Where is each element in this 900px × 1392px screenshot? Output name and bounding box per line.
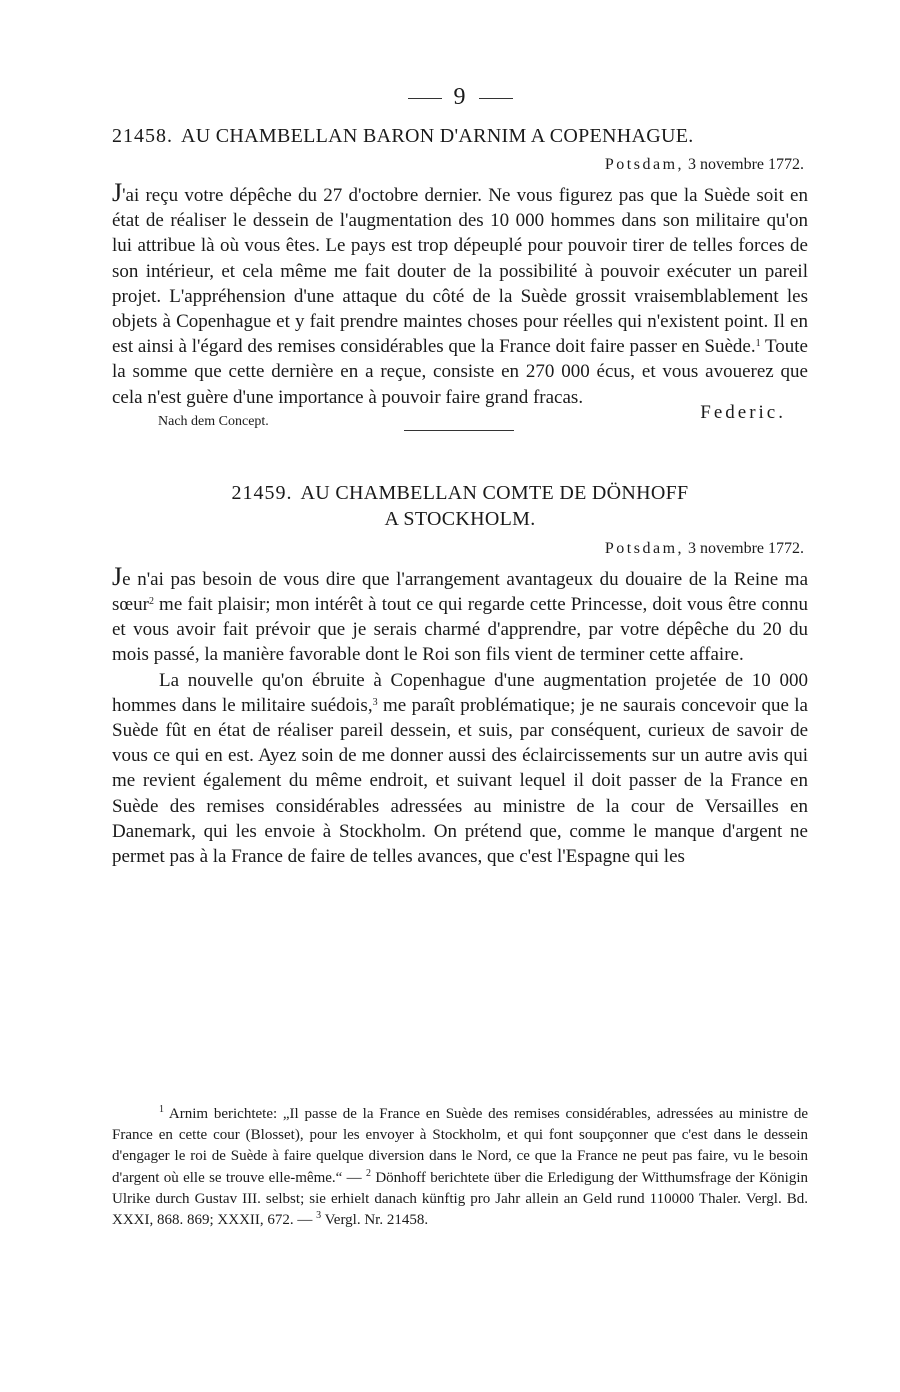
footnote-marker: 2 xyxy=(366,1167,371,1179)
dropcap: J xyxy=(112,178,123,207)
letter-paragraph-1 xyxy=(112,561,808,668)
page-number-value: 9 xyxy=(453,84,467,110)
letter-heading xyxy=(112,480,808,532)
separator-rule xyxy=(404,430,514,431)
body-text: e n'ai pas besoin de vous dire que l'arrangement avantageux du douaire de la Reine ma sœur xyxy=(112,568,808,616)
footnote-text xyxy=(112,1104,808,1231)
dash-right xyxy=(479,98,513,99)
footnote-marker: 3 xyxy=(372,696,378,708)
footnote-marker: 1 xyxy=(159,1104,164,1115)
letter-21459 xyxy=(112,480,808,869)
body-text: La nouvelle qu'on ébruite à Copenhague d'une augmentation projetée de 10 000 hommes dans le militaire suédois, xyxy=(112,669,808,716)
dateline xyxy=(112,156,804,174)
page xyxy=(112,84,808,869)
body-text: Toute la somme que cette dernière en a reçue, consiste en 270 000 écus, et vous avouerez que cela n'est guère d'une importance à pouvoir faire grand fracas. xyxy=(112,336,808,408)
source-note: Nach dem Concept. xyxy=(158,413,269,429)
letter-number: 21459. xyxy=(231,481,293,504)
dateline-place: Potsdam, xyxy=(604,539,685,557)
body-text: 'ai reçu votre dépêche du 27 d'octobre dernier. Ne vous figurez pas que la Suède soit en état de réaliser le dessein de l'augmentation des 10 000 hommes dans son militaire qu'on lui attribue là où vous êtes. Le pays est trop dépeuplé pour pouvoir tirer de telles forces de son intérieur, et cela même me fait douter de la possibilité à pouvoir exécuter un pareil projet. L'appréhension d'une attaque du côté de la Suède grossit vraisemblablement les objets à Copenhague et y fait prendre maintes choses pour réelles qui n'existent point. Il en est ainsi à l'égard des remises considérables que la France doit faire passer en Suède. xyxy=(112,185,808,358)
letter-title: AU CHAMBELLAN BARON D'ARNIM A COPENHAGUE. xyxy=(181,125,694,147)
footnote-marker: 1 xyxy=(755,338,761,350)
footnote-3: Vergl. Nr. 21458. xyxy=(321,1212,429,1229)
dateline-date: 3 novembre 1772. xyxy=(688,156,804,173)
letter-paragraph-2 xyxy=(112,668,808,870)
dropcap: J xyxy=(112,561,123,591)
letter-heading xyxy=(112,125,808,148)
letter-body xyxy=(112,180,808,410)
signature-row xyxy=(112,401,808,442)
dateline-place: Potsdam, xyxy=(604,156,685,173)
dateline-date: 3 novembre 1772. xyxy=(688,539,804,557)
footnote-marker: 2 xyxy=(148,596,154,608)
dateline xyxy=(112,540,804,558)
dash-left xyxy=(408,98,442,99)
letter-21458 xyxy=(112,125,808,442)
signature: Federic. xyxy=(700,401,786,423)
letter-title-line1: AU CHAMBELLAN COMTE DE DÖNHOFF xyxy=(300,481,689,504)
footnote-1: Arnim berichtete: „Il passe de la France en Suède des remises considérables, adressées au ministre de France en cette cour (Blosset), pour les envoyer à Stockholm, et qui font soupçonner que c'est dans le dessein d'engager le roi de Suède à faire quelque diversion dans le Nord, ce que la France ne peut pas faire, vu le besoin d'argent où elle se trouve elle-même.“ — xyxy=(112,1106,808,1186)
footnote-2: Dönhoff berichtete über die Erledigung der Witthumsfrage der Königin Ulrike durch Gustav III. selbst; sie erhielt danach künftig pro Jahr allein an Geld rund 110000 Thaler. Vergl. Bd. XXXI, 868. 869; XXXII, 672. — xyxy=(112,1169,808,1229)
footnote-marker: 3 xyxy=(316,1210,322,1222)
body-text: me fait plaisir; mon intérêt à tout ce qui regarde cette Princesse, doit vous être connu et vous avoir fait prévoir que je serais charmé d'apprendre, par votre dépêche du 20 du mois passé, la manière favorable dont le Roi son fils vient de terminer cette affaire. xyxy=(112,594,808,666)
page-number xyxy=(112,84,808,111)
body-text: me paraît problématique; je ne saurais concevoir que la Suède fût en état de réaliser pareil dessein, et suis, par conséquent, curieux de savoir de vous ce qui en est. Ayez soin de me donner aussi des éclaircissements sur un autre avis qui me revient également du même endroit, et suivant lequel il doit passer de la France en Suède des remises considérables adressées au ministre de la cour de Versailles en Danemark, qui les envoie à Stockholm. On prétend que, comme le manque d'argent ne permet pas à la France de faire de telles avances, que c'est l'Espagne qui les xyxy=(112,694,808,868)
letter-title-line2: A STOCKHOLM. xyxy=(384,507,536,530)
letter-number: 21458. xyxy=(112,125,173,147)
footnotes xyxy=(112,1104,808,1231)
